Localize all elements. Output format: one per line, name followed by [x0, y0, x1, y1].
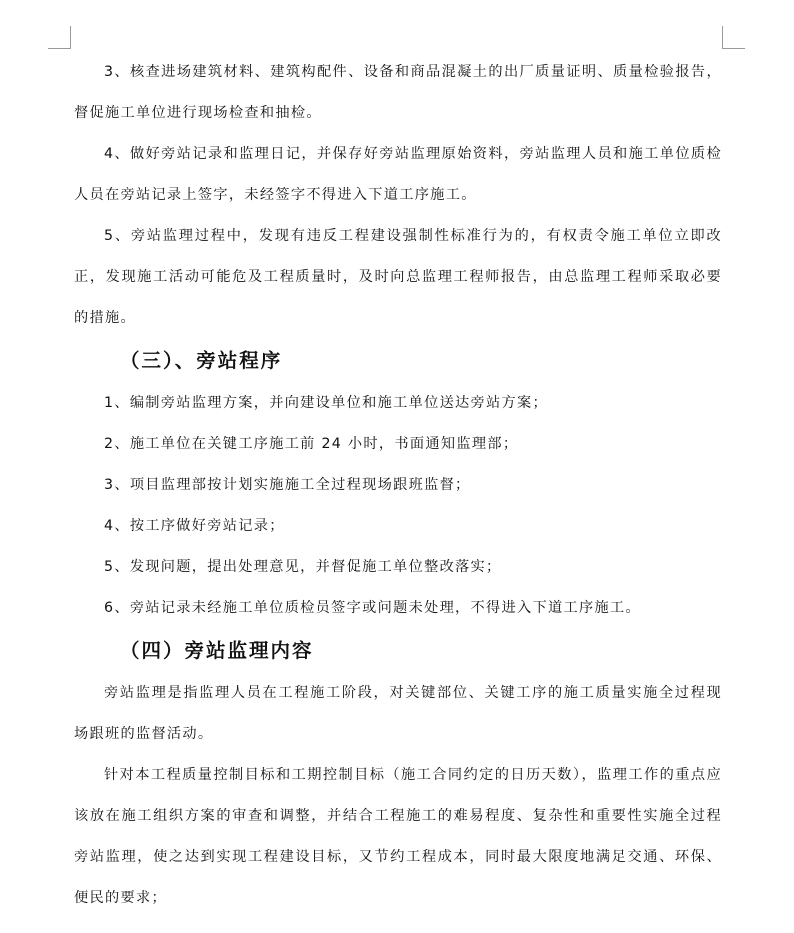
content-paragraph-definition: 旁站监理是指监理人员在工程施工阶段，对关键部位、关键工序的施工质量实施全过程现场跟班的监督活动。	[74, 685, 722, 742]
section-heading-content: （四）旁站监理内容	[120, 639, 314, 662]
procedure-item-3: 3、项目监理部按计划实施施工全过程现场跟班监督；	[104, 477, 471, 493]
page-corner-mark-top-left	[48, 26, 71, 49]
procedure-item-1: 1、编制旁站监理方案，并向建设单位和施工单位送达旁站方案；	[104, 395, 548, 411]
procedure-item-2: 2、施工单位在关键工序施工前 24 小时，书面通知监理部；	[104, 436, 519, 452]
procedure-item-6: 6、旁站记录未经施工单位质检员签字或问题未处理，不得进入下道工序施工。	[104, 600, 641, 616]
paragraph-item-3: 3、核查进场建筑材料、建筑构配件、设备和商品混凝土的出厂质量证明、质量检验报告，督促施工单位进行现场检查和抽检。	[74, 64, 722, 121]
procedure-item-5: 5、发现问题，提出处理意见，并督促施工单位整改落实；	[104, 559, 502, 575]
paragraph-item-5: 5、旁站监理过程中，发现有违反工程建设强制性标准行为的，有权责令施工单位立即改正，发现施工活动可能危及工程质量时，及时向总监理工程师报告，由总监理工程师采取必要的措施。	[74, 228, 722, 326]
content-paragraph-focus: 针对本工程质量控制目标和工期控制目标（施工合同约定的日历天数），监理工作的重点应该放在施工组织方案的审查和调整，并结合工程施工的难易程度、复杂性和重要性实施全过程旁站监理，使之达到实现工程建设目标，又节约工程成本，同时最大限度地满足交通、环保、便民的要求；	[74, 767, 722, 906]
paragraph-item-4: 4、做好旁站记录和监理日记，并保存好旁站监理原始资料，旁站监理人员和施工单位质检人员在旁站记录上签字，未经签字不得进入下道工序施工。	[74, 146, 722, 203]
section-heading-procedure: （三）、旁站程序	[120, 349, 283, 372]
procedure-item-4: 4、按工序做好旁站记录；	[104, 518, 285, 534]
page-corner-mark-top-right	[722, 26, 745, 49]
document-page	[74, 52, 722, 919]
